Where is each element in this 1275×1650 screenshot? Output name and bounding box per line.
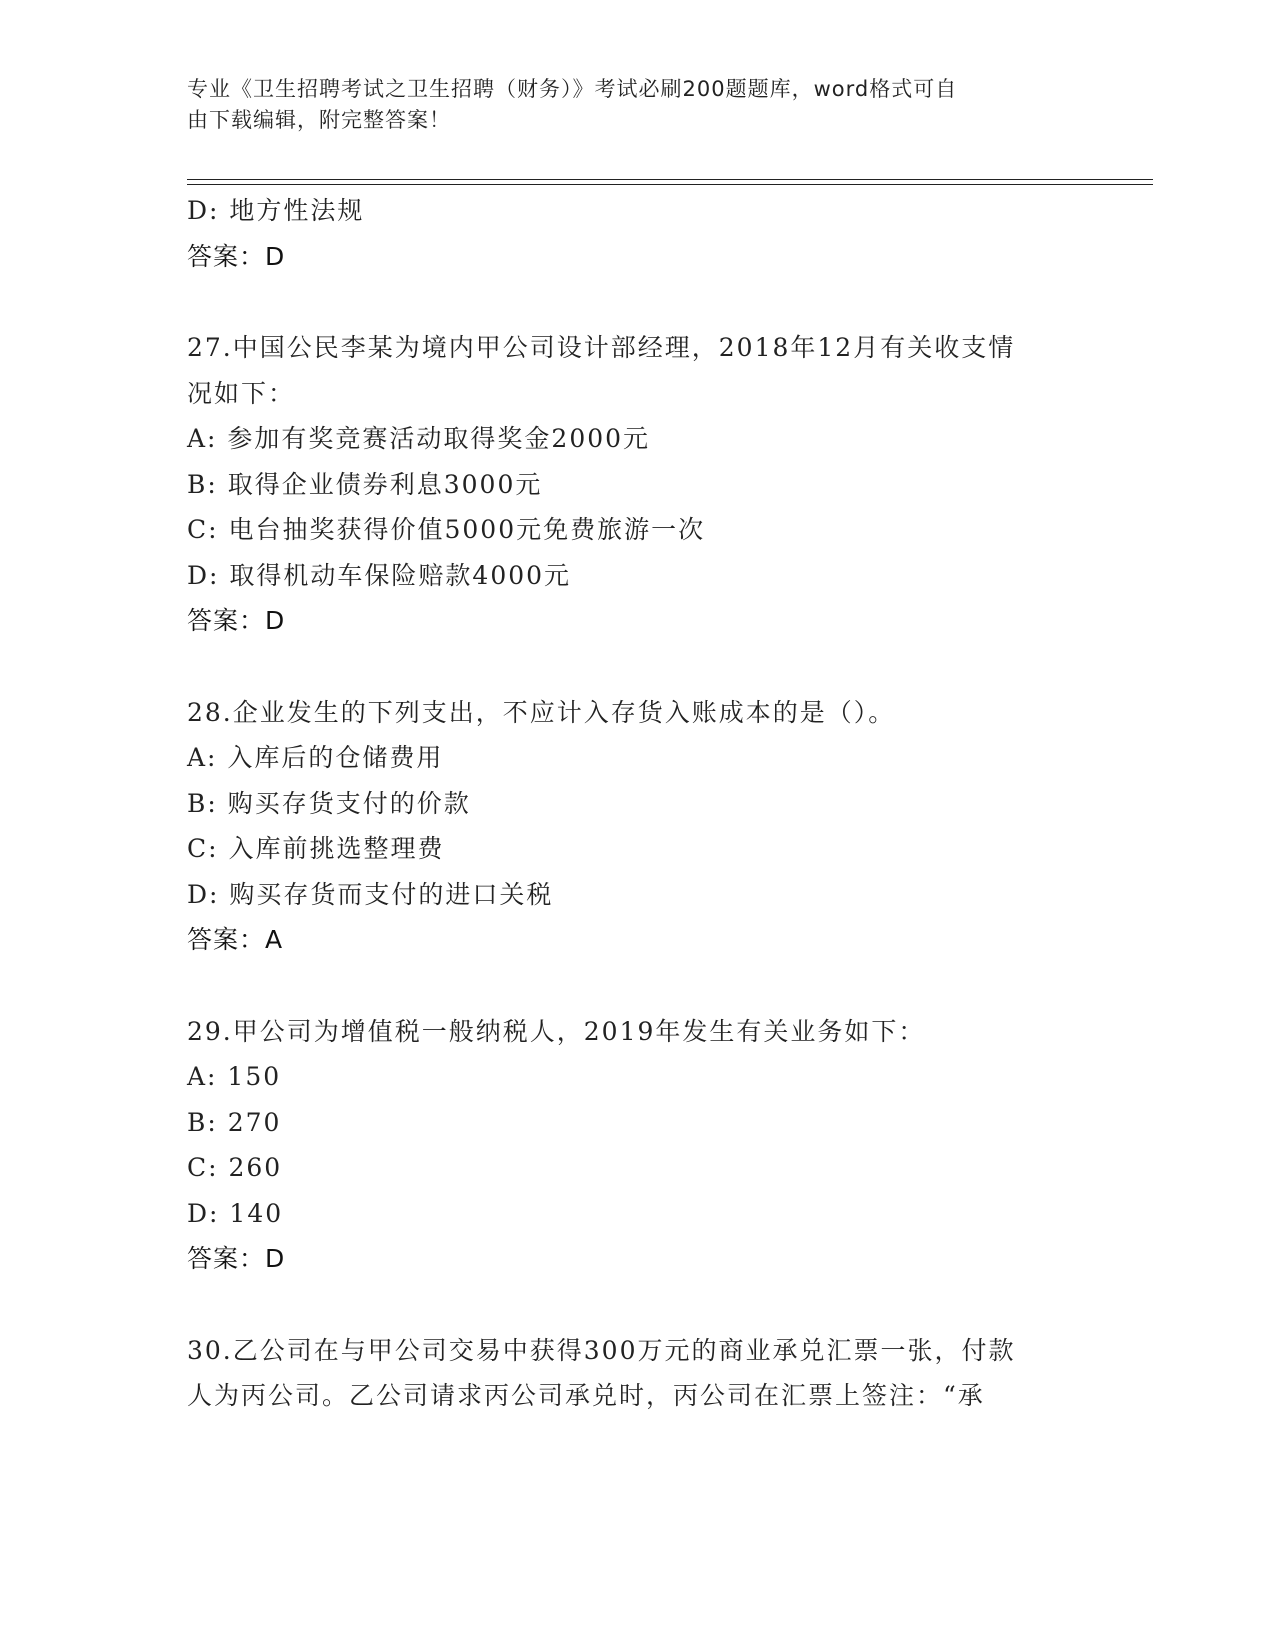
option-b: B: 购买存货支付的价款: [187, 788, 471, 818]
page-header: [187, 74, 1087, 136]
header-line-1: 专业《卫生招聘考试之卫生招聘（财务）》考试必刷200题题库，word格式可自: [187, 77, 958, 101]
option-a: A: 入库后的仓储费用: [187, 743, 444, 772]
question-28: [187, 690, 1087, 963]
question-stem: 29.甲公司为增值税一般纳税人，2019年发生有关业务如下：: [187, 1016, 926, 1046]
answer-line: 答案：D: [187, 606, 286, 635]
option-d: D: 地方性法规: [187, 196, 365, 225]
previous-question-tail: [187, 188, 1087, 279]
header-line-2: 由下载编辑，附完整答案！: [187, 108, 451, 132]
question-30: [187, 1328, 1087, 1419]
option-d: D: 140: [187, 1198, 284, 1228]
question-stem-continued: 人为丙公司。乙公司请求丙公司承兑时，丙公司在汇票上签注：“承: [187, 1381, 985, 1410]
spacer: [187, 963, 1087, 1009]
option-c: C: 电台抽奖获得价值5000元免费旅游一次: [187, 515, 706, 544]
document-body: [187, 188, 1087, 1419]
question-stem: 27.中国公民李某为境内甲公司设计部经理，2018年12月有关收支情: [187, 333, 1016, 362]
question-27: [187, 325, 1087, 644]
header-divider-bottom: [187, 184, 1153, 185]
answer-line: 答案：D: [187, 1244, 286, 1273]
option-d: D: 购买存货而支付的进口关税: [187, 879, 554, 909]
option-d: D: 取得机动车保险赔款4000元: [187, 560, 572, 590]
option-c: C: 260: [187, 1153, 283, 1182]
option-a: A: 参加有奖竞赛活动取得奖金2000元: [187, 424, 651, 453]
spacer: [187, 644, 1087, 690]
option-b: B: 取得企业债券利息3000元: [187, 469, 543, 499]
question-29: [187, 1009, 1087, 1282]
answer-line: 答案：A: [187, 925, 284, 954]
spacer: [187, 279, 1087, 325]
spacer: [187, 1282, 1087, 1328]
question-stem-continued: 况如下：: [187, 378, 296, 408]
option-b: B: 270: [187, 1107, 282, 1137]
option-c: C: 入库前挑选整理费: [187, 834, 445, 863]
question-stem: 28.企业发生的下列支出，不应计入存货入账成本的是（）。: [187, 697, 896, 727]
question-stem: 30.乙公司在与甲公司交易中获得300万元的商业承兑汇票一张，付款: [187, 1335, 1016, 1365]
option-a: A: 150: [187, 1062, 282, 1091]
answer-line: 答案：D: [187, 241, 286, 271]
header-divider-top: [187, 179, 1153, 180]
